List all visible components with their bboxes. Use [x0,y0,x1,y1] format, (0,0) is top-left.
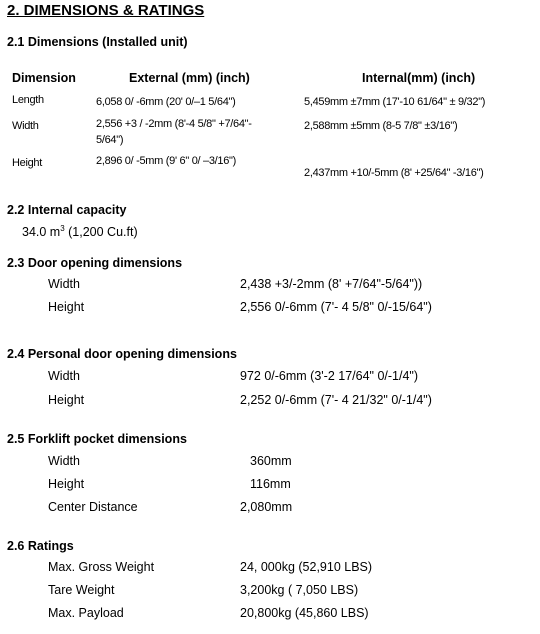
capacity-value: 34.0 $m^3$ (1,200 Cu.ft) [22,223,138,239]
dim-row-internal-height: 2,437mm +10/-5mm (8' +25/64" -3/16") [304,167,484,179]
page-title: 2. DIMENSIONS & RATINGS [7,2,205,19]
door-width-value: 2,438 +3/-2mm (8' +7/64"-5/64")) [240,277,423,291]
forklift-center-distance-value: 2,080mm [240,500,293,514]
col-header-internal: Internal(mm) (inch) [362,71,476,85]
section-capacity-heading: 2.2 Internal capacity [7,203,127,217]
ratings-tare-weight-label: Tare Weight [48,583,115,597]
forklift-height-value: 116mm [250,477,291,491]
dim-row-external-length: 6,058 0/ -6mm (20' 0/–1 5/64") [96,96,236,108]
dim-row-internal-length: 5,459mm ±7mm (17'-10 61/64" ± 9/32") [304,96,486,108]
dim-row-external-width-line2: 5/64") [96,134,124,146]
personal-door-height-value: 2,252 0/-6mm (7'- 4 21/32" 0/-1/4") [240,393,432,407]
ratings-gross-weight-value: 24, 000kg (52,910 LBS) [240,560,373,574]
dim-row-external-height: 2,896 0/ -5mm (9' 6" 0/ –3/16") [96,155,237,167]
forklift-width-value: 360mm [250,454,292,468]
section-forklift-heading: 2.5 Forklift pocket dimensions [7,432,187,446]
forklift-height-label: Height [48,477,85,491]
ratings-tare-weight-value: 3,200kg ( 7,050 LBS) [240,583,359,597]
personal-door-height-label: Height [48,393,85,407]
forklift-width-label: Width [48,454,80,468]
dim-row-label-height: Height [12,157,42,169]
section-dimensions-heading: 2.1 Dimensions (Installed unit) [7,35,188,49]
col-header-external: External (mm) (inch) [129,71,250,85]
dim-row-internal-width: 2,588mm ±5mm (8-5 7/8" ±3/16") [304,120,458,132]
ratings-gross-weight-label: Max. Gross Weight [48,560,155,574]
section-ratings-heading: 2.6 Ratings [7,539,74,553]
col-header-dimension: Dimension [12,71,76,85]
ratings-max-payload-label: Max. Payload [48,606,124,620]
section-personal-door-heading: 2.4 Personal door opening dimensions [7,347,237,361]
door-height-value: 2,556 0/-6mm (7'- 4 5/8" 0/-15/64") [240,300,432,314]
personal-door-width-label: Width [48,369,80,383]
dim-row-label-length: Length [12,94,44,106]
forklift-center-distance-label: Center Distance [48,500,138,514]
door-height-label: Height [48,300,85,314]
section-door-heading: 2.3 Door opening dimensions [7,256,183,270]
ratings-max-payload-value: 20,800kg (45,860 LBS) [240,606,369,620]
dim-row-label-width: Width [12,120,39,132]
door-width-label: Width [48,277,80,291]
dim-row-external-width-line1: 2,556 +3 / -2mm (8'-4 5/8" +7/64"- [96,118,252,130]
personal-door-width-value: 972 0/-6mm (3'-2 17/64" 0/-1/4") [240,369,419,383]
